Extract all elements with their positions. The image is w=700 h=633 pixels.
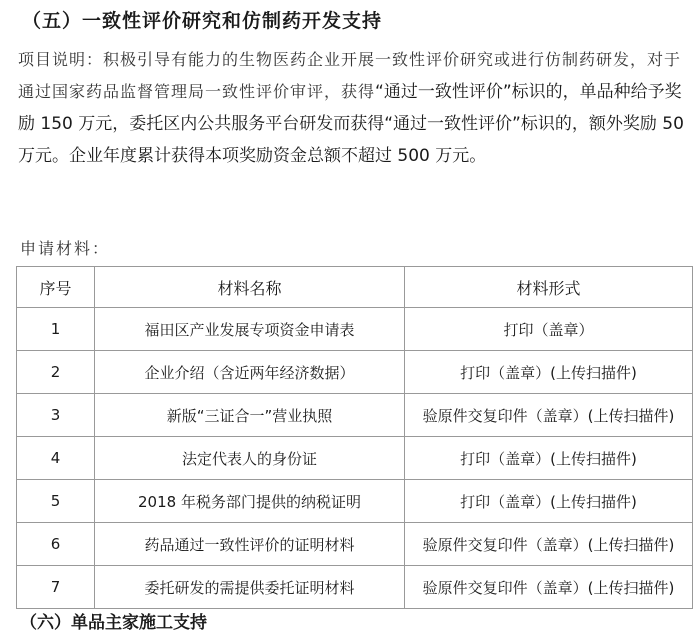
table-row	[17, 351, 693, 394]
row-number: 2	[17, 351, 95, 394]
table-row	[17, 480, 693, 523]
table-row	[17, 308, 693, 351]
material-name: 新版“三证合一”营业执照	[95, 394, 405, 437]
row-number: 3	[17, 394, 95, 437]
materials-table	[16, 266, 693, 609]
material-form: 验原件交复印件（盖章）(上传扫描件)	[405, 566, 693, 609]
row-number: 4	[17, 437, 95, 480]
material-form: 验原件交复印件（盖章）(上传扫描件)	[405, 523, 693, 566]
row-number: 5	[17, 480, 95, 523]
table-row	[17, 566, 693, 609]
table-row	[17, 523, 693, 566]
material-name: 2018 年税务部门提供的纳税证明	[95, 480, 405, 523]
material-form: 打印（盖章）(上传扫描件)	[405, 351, 693, 394]
material-form: 打印（盖章）	[405, 308, 693, 351]
description-text: “通过一致性评价”标识的，单品种给予奖励 150 万元，委托区内公共服务平台研发而获得“通过一致性评价”标识的，额外奖励 50 万元。企业年度累计获得本项奖励资金总额不超过 500 万元。	[18, 82, 684, 166]
table-header-row	[17, 267, 693, 308]
material-name: 委托研发的需提供委托证明材料	[95, 566, 405, 609]
material-name: 药品通过一致性评价的证明材料	[95, 523, 405, 566]
material-name: 企业介绍（含近两年经济数据）	[95, 351, 405, 394]
row-number: 1	[17, 308, 95, 351]
materials-label: 申请材料：	[20, 239, 111, 258]
material-name: 福田区产业发展专项资金申请表	[95, 308, 405, 351]
row-number: 7	[17, 566, 95, 609]
next-section-heading: （六）单品主家施工支持	[20, 613, 207, 633]
description-label: 项目说明：积极引导有能力的生物医药企业开展一致性评价研究或进行仿制药研发，对于通过国家药品监督管理局一致性评价审评，获得	[18, 50, 682, 101]
material-name: 法定代表人的身份证	[95, 437, 405, 480]
section-heading: （五）一致性评价研究和仿制药开发支持	[22, 10, 383, 32]
column-header-material-name: 材料名称	[95, 267, 405, 308]
table-row	[17, 437, 693, 480]
row-number: 6	[17, 523, 95, 566]
material-form: 打印（盖章）(上传扫描件)	[405, 480, 693, 523]
material-form: 验原件交复印件（盖章）(上传扫描件)	[405, 394, 693, 437]
column-header-number: 序号	[17, 267, 95, 308]
material-form: 打印（盖章）(上传扫描件)	[405, 437, 693, 480]
table-row	[17, 394, 693, 437]
column-header-material-form: 材料形式	[405, 267, 693, 308]
project-description	[18, 44, 686, 172]
